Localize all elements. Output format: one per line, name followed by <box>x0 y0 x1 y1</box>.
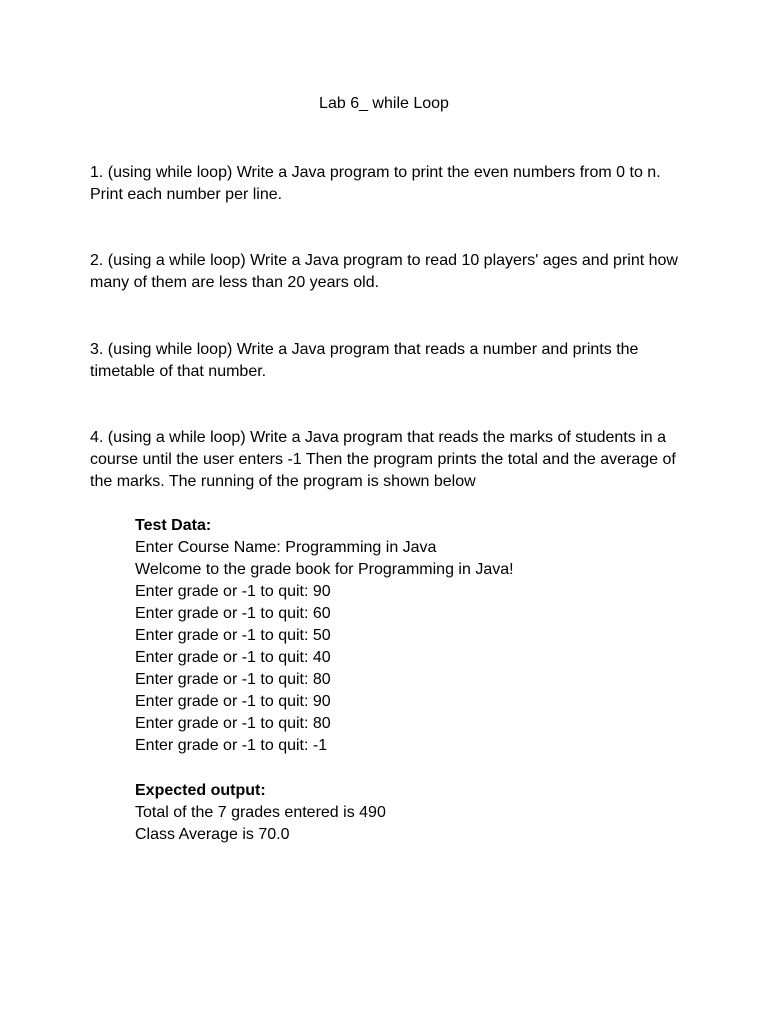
test-data-line: Welcome to the grade book for Programming in Java! <box>135 561 514 578</box>
test-data-block <box>135 515 695 757</box>
test-data-line: Enter grade or -1 to quit: 80 <box>135 671 331 688</box>
test-data-line: Enter grade or -1 to quit: 60 <box>135 605 331 622</box>
test-data-line: Enter grade or -1 to quit: 80 <box>135 715 331 732</box>
test-data-heading: Test Data: <box>135 517 212 534</box>
question-1: 1. (using while loop) Write a Java program to print the even numbers from 0 to n. Print each number per line. <box>90 164 661 203</box>
test-data-line: Enter grade or -1 to quit: 40 <box>135 649 331 666</box>
test-data-line: Enter grade or -1 to quit: 90 <box>135 693 331 710</box>
document-title: Lab 6_ while Loop <box>319 95 449 112</box>
expected-output-line: Total of the 7 grades entered is 490 <box>135 804 386 821</box>
test-data-line: Enter grade or -1 to quit: 90 <box>135 583 331 600</box>
test-data-line: Enter Course Name: Programming in Java <box>135 539 437 556</box>
question-3: 3. (using while loop) Write a Java program that reads a number and prints the timetable of that number. <box>90 341 639 380</box>
question-4: 4. (using a while loop) Write a Java program that reads the marks of students in a course until the user enters -1 Then the program prints the total and the average of the marks. The running of the program is shown below <box>90 429 676 490</box>
test-data-line: Enter grade or -1 to quit: -1 <box>135 737 328 754</box>
expected-output-line: Class Average is 70.0 <box>135 826 290 843</box>
test-data-line: Enter grade or -1 to quit: 50 <box>135 627 331 644</box>
expected-output-heading: Expected output: <box>135 782 266 799</box>
question-2: 2. (using a while loop) Write a Java program to read 10 players' ages and print how many of them are less than 20 years old. <box>90 252 678 291</box>
expected-output-block <box>135 780 695 846</box>
